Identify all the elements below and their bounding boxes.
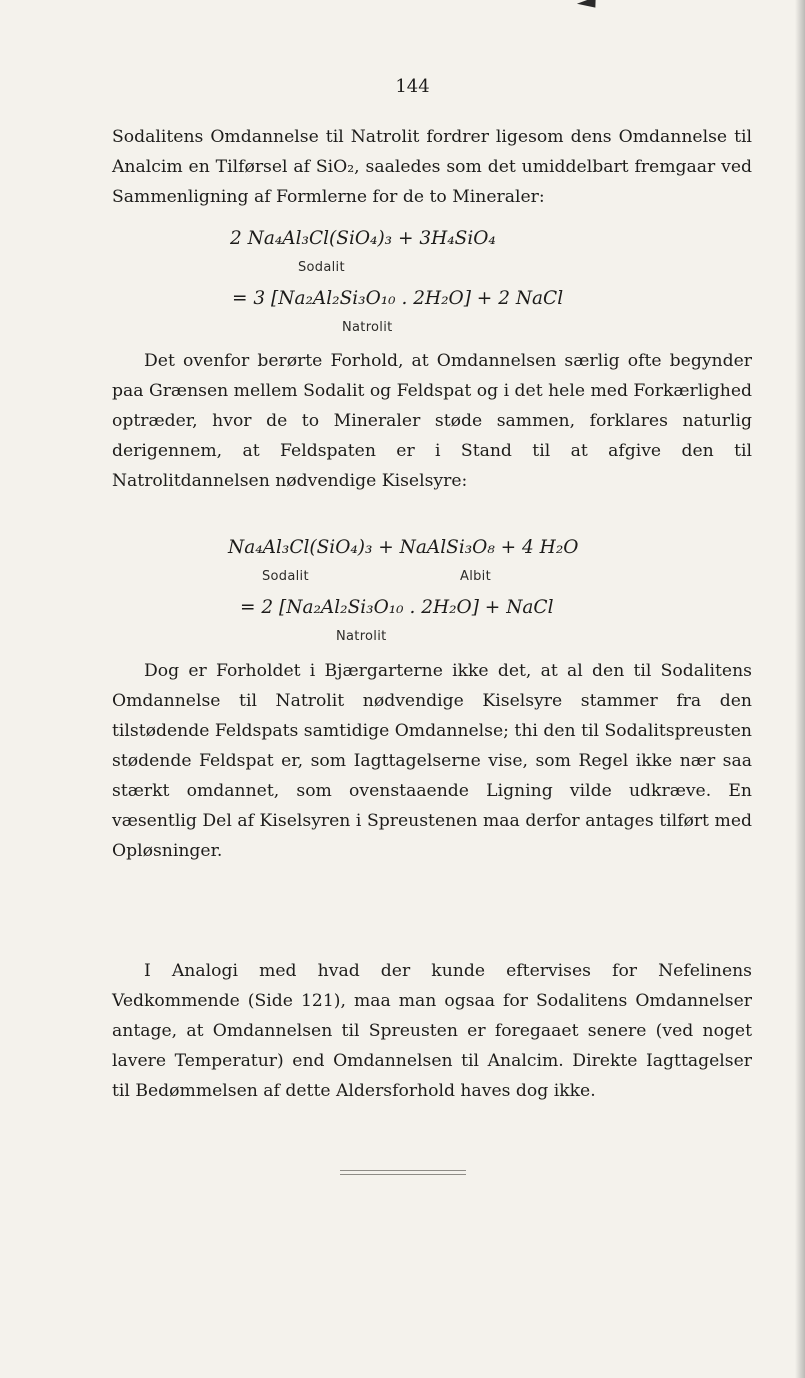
paragraph-1: Sodalitens Omdannelse til Natrolit fordrer ligesom dens Omdannelse til Analcim en Tilførsel af SiO₂, saaledes som det umiddelbart fremgaar ved Sammenligning af Formlerne for de to Mineraler: [112, 127, 752, 207]
equation-1-label-sodalit: Sodalit [298, 260, 345, 275]
page-edge-shadow [795, 0, 805, 1378]
end-rule-1 [340, 1170, 466, 1171]
equation-2-label-albit: Albit [460, 569, 491, 584]
equation-2-line-1: Na₄Al₃Cl(SiO₄)₃ + NaAlSi₃O₈ + 4 H₂O [228, 537, 579, 558]
page-number: 144 [395, 76, 430, 97]
equation-1-line-1: 2 Na₄Al₃Cl(SiO₄)₃ + 3H₄SiO₄ [230, 228, 496, 249]
paragraph-2: Det ovenfor berørte Forhold, at Omdannelsen særlig ofte begynder paa Grænsen mellem Sodalit og Feldspat og i det hele med Forkærlighed optræder, hvor de to Mineraler støde sammen, forklares naturlig derigennem, at Feldspaten er i Stand til at afgive den til Natrolitdannelsen nødvendige Kiselsyre: [112, 351, 752, 491]
equation-2-label-natrolit: Natrolit [336, 629, 387, 644]
equation-1-label-natrolit: Natrolit [342, 320, 393, 335]
equation-1-line-2: = 3 [Na₂Al₂Si₃O₁₀ . 2H₂O] + 2 NaCl [232, 288, 564, 309]
paragraph-3: Dog er Forholdet i Bjærgarterne ikke det, at al den til Sodalitens Omdannelse til Natrolit nødvendige Kiselsyre stammer fra den tilstødende Feldspats samtidige Omdannelse; thi den til Sodalitspreusten stødende Feldspat er, som Iagttagelserne vise, som Regel ikke nær saa stærkt omdannet, som ovenstaaende Ligning vilde udkræve. En væsentlig Del af Kiselsyren i Spreustenen maa derfor antages tilført med Opløsninger. [112, 661, 752, 861]
equation-2-line-2: = 2 [Na₂Al₂Si₃O₁₀ . 2H₂O] + NaCl [240, 597, 554, 618]
equation-2-label-sodalit: Sodalit [262, 569, 309, 584]
scan-corner-mark [577, 0, 599, 13]
end-rule-2 [340, 1174, 466, 1175]
paragraph-4: I Analogi med hvad der kunde eftervises for Nefelinens Vedkommende (Side 121), maa man ogsaa for Sodalitens Omdannelser antage, at Omdannelsen til Spreusten er foregaaet senere (ved noget lavere Temperatur) end Omdannelsen til Analcim. Direkte Iagttagelser til Bedømmelsen af dette Aldersforhold haves dog ikke. [112, 961, 752, 1101]
